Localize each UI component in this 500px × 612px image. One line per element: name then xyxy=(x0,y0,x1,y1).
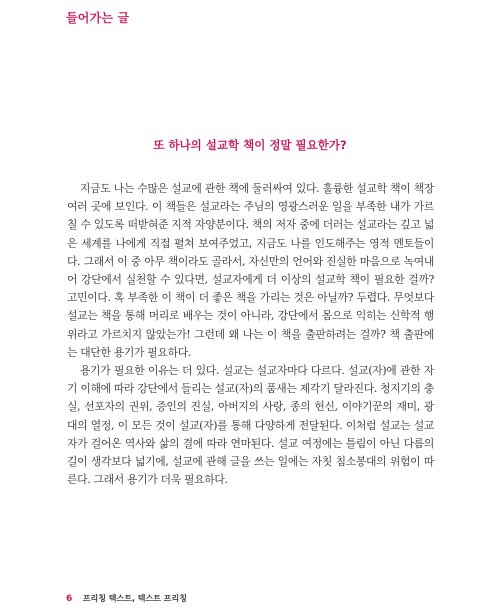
paragraph: 용기가 필요한 이유는 더 있다. 설교는 설교자마다 다르다. 설교(자)에 관한 자기 이해에 따라 강단에서 들리는 설교(자)의 품새는 제각기 달라진다. 청지기의 충실, 선포자의 권위, 증인의 진실, 아버지의 사랑, 종의 헌신, 이야기꾼의 재미, 광대의 열정, 이 모든 것이 설교(자)를 통해 다양하게 전달된다. 이처럼 설교는 설교자가 걸어온 역사와 삶의 결에 따라 연마된다. 설교 여정에는 틀림이 아닌 다름의 길이 생각보다 넓기에, 설교에 관해 글을 쓰는 일에는 자칫 침소봉대의 위험이 따른다. 그래서 용기가 더욱 필요하다. xyxy=(67,364,434,487)
section-label: 들어가는 글 xyxy=(66,11,130,25)
paragraph: 지금도 나는 수많은 설교에 관한 책에 둘러싸여 있다. 훌륭한 설교학 책이 책장 여러 곳에 보인다. 이 책들은 설교라는 주님의 영광스러운 일을 부족한 내가 가르칠 수 있도록 떠받혀준 지적 자양분이다. 책의 저자 중에 더러는 설교라는 깊고 넓은 세계를 나에게 직접 펼쳐 보여주었고, 지금도 나를 인도해주는 영적 멘토들이다. 그래서 이 중 아무 책이라도 골라서, 자신만의 언어와 진실한 마음으로 녹여내어 강단에서 실천할 수 있다면, 설교자에게 더 이상의 설교학 책이 필요한 걸까? 고민이다. 혹 부족한 이 책이 더 좋은 책을 가리는 것은 아닐까? 두렵다. 무엇보다 설교는 책을 통해 머리로 배우는 것이 아니라, 강단에서 몸으로 익히는 신학적 행위라고 가르치지 않았는가! 그런데 왜 나는 이 책을 출판하려는 걸까? 책 출판에는 대단한 용기가 필요하다. xyxy=(67,182,434,359)
page-footer xyxy=(66,593,187,604)
page-number: 6 xyxy=(66,594,73,604)
book-title: 프리칭 텍스트, 텍스트 프리칭 xyxy=(82,594,187,603)
body-text xyxy=(67,180,434,489)
chapter-subtitle: 또 하나의 설교학 책이 정말 필요한가? xyxy=(153,138,347,152)
